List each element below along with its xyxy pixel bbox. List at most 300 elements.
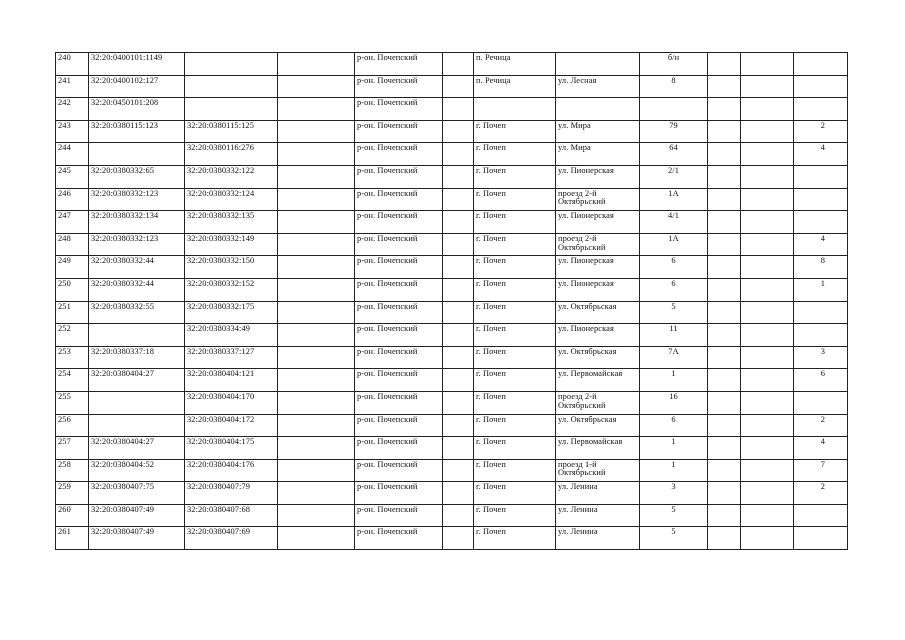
empty-cell-text	[445, 256, 471, 257]
empty-cell-text	[280, 302, 352, 303]
table-row	[56, 98, 848, 121]
table-row	[56, 414, 848, 437]
street-cell	[556, 482, 640, 505]
quantity-cell-text	[796, 392, 825, 393]
empty-cell	[708, 527, 741, 550]
cadastral-number-cell	[89, 211, 185, 234]
district-cell	[355, 188, 443, 211]
street-cell-text: проезд 2-й Октябрьский	[558, 391, 606, 410]
empty-cell-text	[280, 482, 352, 483]
empty-cell-text	[445, 347, 471, 348]
street-cell	[556, 120, 640, 143]
cadastral-number-cell-text: 32:20:0380404:27	[91, 369, 155, 379]
district-cell	[355, 504, 443, 527]
row-number-cell	[56, 414, 89, 437]
empty-cell-text	[445, 234, 471, 235]
cadastral-number-cell	[89, 98, 185, 121]
building-cadastral-cell-text: 32:20:0380337:127	[187, 346, 255, 356]
empty-cell-text	[445, 98, 471, 99]
quantity-cell-text: 4	[820, 233, 825, 243]
cadastral-number-cell	[89, 346, 185, 369]
street-cell	[556, 414, 640, 437]
row-number-cell-text: 248	[58, 233, 71, 243]
quantity-cell-text: 1	[820, 278, 825, 288]
house-number-cell-text: 1А	[668, 233, 679, 243]
empty-cell-text	[445, 392, 471, 393]
house-number-cell-text: 4/1	[667, 211, 679, 221]
quantity-cell-text	[796, 189, 825, 190]
settlement-cell-text: г. Почеп	[476, 301, 506, 311]
street-cell	[556, 98, 640, 121]
quantity-cell	[794, 504, 848, 527]
settlement-cell-text: п. Речица	[476, 53, 511, 62]
empty-cell-text	[743, 53, 791, 54]
empty-cell-text	[445, 211, 471, 212]
district-cell-text: р-он. Почепский	[357, 414, 418, 424]
row-number-cell-text: 258	[58, 459, 71, 469]
building-cadastral-cell	[185, 482, 278, 505]
empty-cell-text	[445, 121, 471, 122]
empty-cell	[741, 301, 794, 324]
settlement-cell	[474, 437, 556, 460]
empty-cell	[708, 301, 741, 324]
street-cell	[556, 437, 640, 460]
house-number-cell-text: б/н	[667, 53, 680, 62]
house-number-cell-text: 79	[669, 120, 678, 130]
quantity-cell-text	[796, 166, 825, 167]
house-number-cell-text: 5	[671, 504, 676, 514]
cadastral-number-cell	[89, 414, 185, 437]
row-number-cell-text: 241	[58, 75, 71, 85]
building-cadastral-cell	[185, 459, 278, 482]
building-cadastral-cell	[185, 53, 278, 76]
street-cell	[556, 527, 640, 550]
empty-cell	[443, 120, 474, 143]
empty-cell	[741, 369, 794, 392]
empty-cell	[708, 188, 741, 211]
building-cadastral-cell-text: 32:20:0380332:149	[187, 233, 255, 243]
empty-cell	[741, 324, 794, 347]
empty-cell	[443, 459, 474, 482]
district-cell-text: р-он. Почепский	[357, 120, 418, 130]
empty-cell	[708, 482, 741, 505]
empty-cell-text	[710, 505, 738, 506]
row-number-cell-text: 254	[58, 369, 71, 379]
settlement-cell-text: г. Почеп	[476, 233, 506, 243]
building-cadastral-cell-text: 32:20:0380115:125	[187, 120, 254, 130]
empty-cell	[278, 527, 355, 550]
street-cell	[556, 324, 640, 347]
house-number-cell-text: 64	[669, 143, 678, 153]
cadastral-number-cell	[89, 369, 185, 392]
empty-cell	[278, 391, 355, 414]
house-number-cell	[640, 482, 708, 505]
quantity-cell	[794, 233, 848, 256]
district-cell	[355, 459, 443, 482]
district-cell	[355, 233, 443, 256]
street-cell	[556, 256, 640, 279]
empty-cell-text	[445, 166, 471, 167]
cadastral-number-cell-text: 32:20:0380337:18	[91, 346, 155, 356]
district-cell-text: р-он. Почепский	[357, 75, 418, 85]
empty-cell	[278, 143, 355, 166]
quantity-cell	[794, 346, 848, 369]
empty-cell-text	[710, 121, 738, 122]
cadastral-number-cell-text: 32:20:0380404:52	[91, 459, 155, 469]
table-row	[56, 143, 848, 166]
settlement-cell	[474, 346, 556, 369]
empty-cell	[708, 346, 741, 369]
building-cadastral-cell	[185, 233, 278, 256]
cadastral-number-cell	[89, 437, 185, 460]
settlement-cell-text: г. Почеп	[476, 482, 506, 492]
settlement-cell-text: г. Почеп	[476, 346, 506, 356]
settlement-cell	[474, 98, 556, 121]
district-cell-text: р-он. Почепский	[357, 459, 418, 469]
district-cell	[355, 256, 443, 279]
cadastral-number-cell	[89, 459, 185, 482]
empty-cell-text	[743, 166, 791, 167]
empty-cell	[443, 233, 474, 256]
settlement-cell	[474, 391, 556, 414]
empty-cell	[708, 324, 741, 347]
house-number-cell	[640, 165, 708, 188]
empty-cell-text	[743, 527, 791, 528]
empty-cell-text	[710, 189, 738, 190]
building-cadastral-cell-text: 32:20:0380404:121	[187, 369, 255, 379]
empty-cell	[741, 53, 794, 76]
empty-cell	[443, 414, 474, 437]
building-cadastral-cell	[185, 414, 278, 437]
settlement-cell-text	[476, 98, 553, 99]
settlement-cell-text: г. Почеп	[476, 324, 506, 334]
district-cell	[355, 369, 443, 392]
cadastral-number-cell-text: 32:20:0380332:44	[91, 256, 155, 266]
empty-cell-text	[743, 121, 791, 122]
empty-cell-text	[280, 143, 352, 144]
empty-cell-text	[710, 527, 738, 528]
empty-cell-text	[280, 347, 352, 348]
building-cadastral-cell-text: 32:20:0380332:124	[187, 188, 255, 198]
empty-cell	[443, 143, 474, 166]
quantity-cell-text	[796, 98, 825, 99]
house-number-cell-text: 6	[671, 256, 676, 266]
building-cadastral-cell	[185, 301, 278, 324]
district-cell	[355, 346, 443, 369]
building-cadastral-cell	[185, 98, 278, 121]
empty-cell	[708, 120, 741, 143]
settlement-cell-text: г. Почеп	[476, 165, 506, 175]
empty-cell	[708, 459, 741, 482]
row-number-cell	[56, 98, 89, 121]
district-cell-text: р-он. Почепский	[357, 143, 418, 153]
settlement-cell-text: г. Почеп	[476, 369, 506, 379]
street-cell-text	[558, 98, 637, 99]
empty-cell	[278, 278, 355, 301]
empty-cell-text	[280, 121, 352, 122]
empty-cell	[278, 120, 355, 143]
quantity-cell	[794, 437, 848, 460]
house-number-cell	[640, 143, 708, 166]
district-cell-text: р-он. Почепский	[357, 278, 418, 288]
empty-cell	[741, 98, 794, 121]
row-number-cell	[56, 120, 89, 143]
house-number-cell	[640, 98, 708, 121]
building-cadastral-cell	[185, 369, 278, 392]
building-cadastral-cell-text: 32:20:0380404:176	[187, 459, 255, 469]
house-number-cell-text: 3	[671, 482, 676, 492]
cadastral-number-cell-text: 32:20:0380407:49	[91, 504, 155, 514]
cadastral-number-cell	[89, 233, 185, 256]
empty-cell-text	[280, 234, 352, 235]
row-number-cell	[56, 324, 89, 347]
row-number-cell	[56, 278, 89, 301]
house-number-cell	[640, 324, 708, 347]
empty-cell	[278, 53, 355, 76]
empty-cell	[443, 346, 474, 369]
cadastral-number-cell-text	[91, 324, 182, 325]
building-cadastral-cell	[185, 391, 278, 414]
empty-cell	[741, 165, 794, 188]
building-cadastral-cell	[185, 211, 278, 234]
quantity-cell-text	[796, 302, 825, 303]
house-number-cell-text: 16	[669, 391, 678, 401]
empty-cell	[708, 211, 741, 234]
empty-cell	[443, 482, 474, 505]
row-number-cell	[56, 233, 89, 256]
empty-cell	[278, 211, 355, 234]
empty-cell	[741, 437, 794, 460]
building-cadastral-cell-text	[187, 76, 275, 77]
empty-cell-text	[280, 415, 352, 416]
quantity-cell	[794, 482, 848, 505]
row-number-cell-text: 251	[58, 301, 71, 311]
settlement-cell-text: г. Почеп	[476, 504, 506, 514]
building-cadastral-cell-text: 32:20:0380407:68	[187, 504, 251, 514]
quantity-cell-text	[796, 53, 825, 54]
house-number-cell-text: 5	[671, 301, 676, 311]
empty-cell-text	[445, 482, 471, 483]
empty-cell-text	[743, 234, 791, 235]
empty-cell-text	[710, 53, 738, 54]
settlement-cell	[474, 143, 556, 166]
quantity-cell-text	[796, 505, 825, 506]
quantity-cell-text: 4	[820, 143, 825, 153]
quantity-cell	[794, 414, 848, 437]
empty-cell-text	[280, 460, 352, 461]
settlement-cell-text: г. Почеп	[476, 278, 506, 288]
row-number-cell-text: 260	[58, 504, 71, 514]
row-number-cell	[56, 75, 89, 98]
table-row	[56, 53, 848, 76]
street-cell-text: ул. Пионерская	[558, 211, 614, 221]
empty-cell	[741, 504, 794, 527]
empty-cell	[741, 188, 794, 211]
quantity-cell	[794, 120, 848, 143]
empty-cell-text	[280, 279, 352, 280]
house-number-cell	[640, 414, 708, 437]
quantity-cell	[794, 256, 848, 279]
house-number-cell	[640, 437, 708, 460]
building-cadastral-cell	[185, 504, 278, 527]
street-cell-text: проезд 2-й Октябрьский	[558, 188, 606, 207]
district-cell	[355, 278, 443, 301]
empty-cell	[741, 75, 794, 98]
district-cell-text: р-он. Почепский	[357, 391, 418, 401]
house-number-cell	[640, 391, 708, 414]
cadastral-number-cell-text: 32:20:0380332:55	[91, 301, 155, 311]
house-number-cell-text: 1А	[668, 188, 679, 198]
building-cadastral-cell-text: 32:20:0380116:276	[187, 143, 254, 153]
building-cadastral-cell-text	[187, 98, 275, 99]
row-number-cell-text: 257	[58, 437, 71, 447]
quantity-cell	[794, 165, 848, 188]
row-number-cell-text: 255	[58, 391, 71, 401]
cadastral-number-cell-text: 32:20:0380332:134	[91, 211, 159, 221]
empty-cell-text	[280, 369, 352, 370]
building-cadastral-cell	[185, 165, 278, 188]
table-row	[56, 188, 848, 211]
empty-cell	[278, 233, 355, 256]
row-number-cell	[56, 301, 89, 324]
empty-cell	[278, 165, 355, 188]
street-cell-text: проезд 2-й Октябрьский	[558, 233, 606, 252]
empty-cell-text	[743, 189, 791, 190]
cadastral-number-cell-text: 32:20:0380407:75	[91, 482, 155, 492]
quantity-cell	[794, 459, 848, 482]
settlement-cell	[474, 301, 556, 324]
settlement-cell-text: г. Почеп	[476, 256, 506, 266]
empty-cell-text	[710, 211, 738, 212]
district-cell-text: р-он. Почепский	[357, 165, 418, 175]
table-row	[56, 278, 848, 301]
quantity-cell-text	[796, 324, 825, 325]
empty-cell-text	[743, 279, 791, 280]
house-number-cell	[640, 459, 708, 482]
quantity-cell	[794, 211, 848, 234]
house-number-cell-text: 5	[671, 527, 676, 537]
table-row	[56, 211, 848, 234]
empty-cell-text	[743, 415, 791, 416]
house-number-cell	[640, 120, 708, 143]
empty-cell-text	[445, 369, 471, 370]
empty-cell	[708, 165, 741, 188]
table-row	[56, 527, 848, 550]
row-number-cell-text: 253	[58, 346, 71, 356]
building-cadastral-cell-text: 32:20:0380334:49	[187, 324, 251, 334]
cadastral-number-cell	[89, 75, 185, 98]
district-cell-text: р-он. Почепский	[357, 233, 418, 243]
empty-cell-text	[743, 392, 791, 393]
row-number-cell-text: 247	[58, 211, 71, 221]
building-cadastral-cell	[185, 437, 278, 460]
street-cell-text: ул. Первомайская	[558, 437, 623, 447]
street-cell	[556, 143, 640, 166]
district-cell-text: р-он. Почепский	[357, 301, 418, 311]
building-cadastral-cell	[185, 256, 278, 279]
house-number-cell	[640, 504, 708, 527]
settlement-cell-text: п. Речица	[476, 75, 511, 85]
empty-cell-text	[445, 143, 471, 144]
settlement-cell-text: г. Почеп	[476, 120, 506, 130]
empty-cell-text	[445, 324, 471, 325]
empty-cell-text	[743, 460, 791, 461]
settlement-cell-text: г. Почеп	[476, 143, 506, 153]
empty-cell	[443, 369, 474, 392]
table-row	[56, 391, 848, 414]
settlement-cell	[474, 527, 556, 550]
quantity-cell	[794, 301, 848, 324]
table-row	[56, 256, 848, 279]
quantity-cell-text: 2	[820, 482, 825, 492]
district-cell-text: р-он. Почепский	[357, 527, 418, 537]
empty-cell-text	[710, 347, 738, 348]
street-cell-text: ул. Октябрьская	[558, 301, 617, 311]
cadastral-number-cell-text	[91, 392, 182, 393]
street-cell	[556, 75, 640, 98]
table-row	[56, 437, 848, 460]
empty-cell-text	[710, 279, 738, 280]
settlement-cell	[474, 53, 556, 76]
empty-cell	[741, 278, 794, 301]
empty-cell-text	[280, 505, 352, 506]
house-number-cell	[640, 278, 708, 301]
house-number-cell	[640, 346, 708, 369]
house-number-cell-text	[642, 98, 705, 99]
building-cadastral-cell-text: 32:20:0380332:150	[187, 256, 255, 266]
street-cell-text: ул. Пионерская	[558, 324, 614, 334]
house-number-cell-text: 8	[671, 75, 676, 85]
quantity-cell-text	[796, 76, 825, 77]
cadastral-number-cell	[89, 143, 185, 166]
district-cell	[355, 437, 443, 460]
empty-cell	[278, 346, 355, 369]
table-row	[56, 75, 848, 98]
empty-cell-text	[445, 460, 471, 461]
empty-cell	[708, 233, 741, 256]
district-cell	[355, 120, 443, 143]
quantity-cell-text: 8	[820, 256, 825, 266]
house-number-cell	[640, 211, 708, 234]
empty-cell	[278, 75, 355, 98]
street-cell-text: ул. Мира	[558, 120, 591, 130]
house-number-cell	[640, 256, 708, 279]
house-number-cell-text: 1	[671, 437, 676, 447]
district-cell-text: р-он. Почепский	[357, 437, 418, 447]
empty-cell	[443, 211, 474, 234]
quantity-cell	[794, 188, 848, 211]
district-cell-text: р-он. Почепский	[357, 346, 418, 356]
row-number-cell	[56, 369, 89, 392]
district-cell-text: р-он. Почепский	[357, 211, 418, 221]
empty-cell-text	[280, 166, 352, 167]
quantity-cell-text: 7	[820, 459, 825, 469]
empty-cell	[741, 143, 794, 166]
building-cadastral-cell-text: 32:20:0380332:135	[187, 211, 255, 221]
empty-cell	[741, 459, 794, 482]
street-cell	[556, 391, 640, 414]
cadastral-number-cell-text: 32:20:0380332:123	[91, 233, 159, 243]
street-cell-text: ул. Пионерская	[558, 256, 614, 266]
empty-cell	[443, 53, 474, 76]
street-cell	[556, 233, 640, 256]
settlement-cell	[474, 165, 556, 188]
building-cadastral-cell-text: 32:20:0380407:69	[187, 527, 251, 537]
settlement-cell-text: г. Почеп	[476, 188, 506, 198]
empty-cell	[741, 256, 794, 279]
empty-cell-text	[710, 369, 738, 370]
building-cadastral-cell	[185, 75, 278, 98]
